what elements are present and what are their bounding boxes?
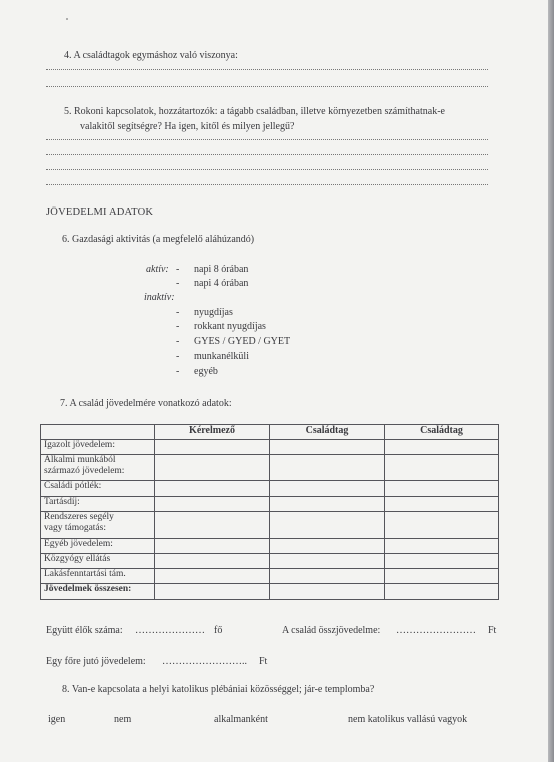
family-total-income-label: A család összjövedelme: — [282, 625, 381, 636]
q6-dash: - — [176, 351, 180, 362]
row-label-alimony: Tartásdíj: — [41, 497, 155, 512]
q6-dash: - — [176, 336, 180, 347]
header-family-member-2: Családtag — [385, 425, 499, 440]
q5-answer-line-3[interactable] — [46, 169, 488, 170]
table-cell[interactable] — [385, 455, 499, 481]
table-cell[interactable] — [155, 569, 270, 584]
q6-dash: - — [176, 321, 180, 332]
paper-speck — [66, 18, 68, 20]
table-cell[interactable] — [385, 554, 499, 569]
table-cell[interactable] — [385, 497, 499, 512]
q6-dash: - — [176, 366, 180, 377]
q8-option-yes[interactable]: igen — [48, 714, 66, 725]
row-label-other-income: Egyéb jövedelem: — [41, 539, 155, 554]
row-label-total-income: Jövedelmek összesen: — [41, 584, 155, 600]
table-cell[interactable] — [270, 569, 385, 584]
header-family-member-1: Családtag — [270, 425, 385, 440]
row-label-housing-support: Lakásfenntartási tám. — [41, 569, 155, 584]
table-cell[interactable] — [155, 539, 270, 554]
header-applicant: Kérelmező — [155, 425, 270, 440]
q4-answer-line-1[interactable] — [46, 69, 488, 70]
q6-dash: - — [176, 278, 180, 289]
table-cell[interactable] — [270, 455, 385, 481]
q6-label: 6. Gazdasági aktivitás (a megfelelő aláhúzandó) — [62, 234, 255, 245]
q6-option-disability-pension[interactable]: rokkant nyugdíjas — [194, 321, 266, 332]
income-table-header-row — [41, 425, 499, 440]
table-cell[interactable] — [270, 440, 385, 455]
table-cell[interactable] — [155, 584, 270, 600]
household-members-unit: fő — [214, 625, 223, 636]
q6-option-childcare[interactable]: GYES / GYED / GYET — [194, 336, 291, 347]
q6-option-other[interactable]: egyéb — [194, 366, 218, 377]
row-label-certified-income: Igazolt jövedelem: — [41, 440, 155, 455]
q8-option-not-catholic[interactable]: nem katolikus vallású vagyok — [348, 714, 468, 725]
table-cell[interactable] — [155, 497, 270, 512]
household-members-field[interactable]: ………………… — [135, 625, 205, 636]
table-cell[interactable] — [385, 539, 499, 554]
income-section-title: JÖVEDELMI ADATOK — [46, 207, 154, 218]
row-label-casual-work-income: Alkalmi munkából származó jövedelem: — [41, 455, 155, 481]
table-cell[interactable] — [155, 512, 270, 539]
q5-answer-line-1[interactable] — [46, 139, 488, 140]
table-cell[interactable] — [385, 512, 499, 539]
household-members-label: Együtt élők száma: — [46, 625, 123, 636]
q8-option-occasionally[interactable]: alkalmanként — [214, 714, 268, 725]
table-cell[interactable] — [270, 584, 385, 600]
table-cell[interactable] — [385, 481, 499, 497]
q5-label-line-2: valakitől segítségre? Ha igen, kitől és milyen jellegű? — [80, 121, 295, 132]
q7-label: 7. A család jövedelmére vonatkozó adatok: — [60, 398, 232, 409]
table-cell[interactable] — [155, 481, 270, 497]
table-row — [41, 554, 499, 569]
q6-dash: - — [176, 307, 180, 318]
table-cell[interactable] — [155, 440, 270, 455]
table-row — [41, 584, 499, 600]
background-edge — [548, 0, 554, 762]
q6-option-full-time[interactable]: napi 8 órában — [194, 264, 249, 275]
income-table — [40, 424, 499, 600]
table-cell[interactable] — [385, 440, 499, 455]
q6-active-label: aktív: — [146, 264, 169, 275]
q6-option-pensioner[interactable]: nyugdíjas — [194, 307, 233, 318]
table-cell[interactable] — [270, 539, 385, 554]
per-person-income-label: Egy főre jutó jövedelem: — [46, 656, 146, 667]
q5-label-line-1: 5. Rokoni kapcsolatok, hozzátartozók: a tágabb családban, illetve környezetben számíthatnak-e — [64, 106, 445, 117]
q6-dash: - — [176, 264, 180, 275]
q6-option-part-time[interactable]: napi 4 órában — [194, 278, 249, 289]
per-person-income-unit: Ft — [259, 656, 268, 667]
q6-option-unemployed[interactable]: munkanélküli — [194, 351, 249, 362]
family-total-income-unit: Ft — [488, 625, 497, 636]
q8-label: 8. Van-e kapcsolata a helyi katolikus plébániai közösséggel; jár-e templomba? — [62, 684, 375, 695]
per-person-income-field[interactable]: …………………….. — [162, 656, 247, 667]
table-row — [41, 455, 499, 481]
table-cell[interactable] — [270, 512, 385, 539]
q4-answer-line-2[interactable] — [46, 86, 488, 87]
q8-option-no[interactable]: nem — [114, 714, 132, 725]
table-cell[interactable] — [270, 554, 385, 569]
table-row — [41, 569, 499, 584]
q6-inactive-label: inaktív: — [144, 292, 175, 303]
table-cell[interactable] — [385, 584, 499, 600]
table-cell[interactable] — [155, 455, 270, 481]
row-label-regular-aid: Rendszeres segély vagy támogatás: — [41, 512, 155, 539]
table-row — [41, 497, 499, 512]
q5-answer-line-4[interactable] — [46, 184, 488, 185]
table-row — [41, 539, 499, 554]
row-label-public-healthcare: Közgyógy ellátás — [41, 554, 155, 569]
table-cell[interactable] — [270, 497, 385, 512]
table-cell[interactable] — [385, 569, 499, 584]
table-cell[interactable] — [270, 481, 385, 497]
family-total-income-field[interactable]: …………………… — [396, 625, 476, 636]
q4-label: 4. A családtagok egymáshoz való viszonya: — [64, 50, 238, 61]
table-cell[interactable] — [155, 554, 270, 569]
header-empty — [41, 425, 155, 440]
row-label-family-allowance: Családi pótlék: — [41, 481, 155, 497]
q5-answer-line-2[interactable] — [46, 154, 488, 155]
table-row — [41, 481, 499, 497]
table-row — [41, 512, 499, 539]
table-row — [41, 440, 499, 455]
